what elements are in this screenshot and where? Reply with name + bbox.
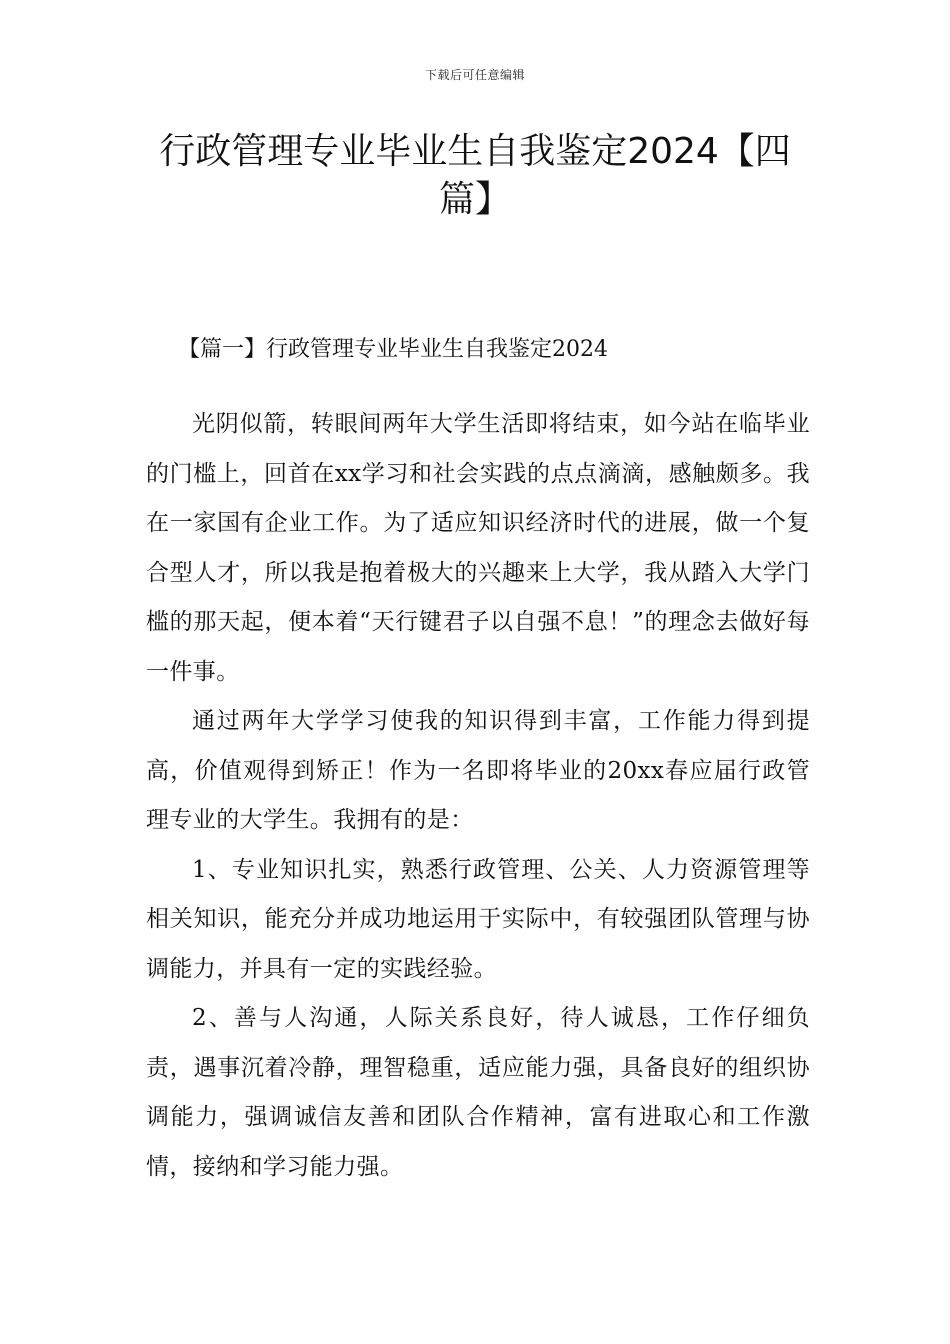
paragraph: 1、专业知识扎实，熟悉行政管理、公关、人力资源管理等相关知识，能充分并成功地运用于实际中，有较强团队管理与协调能力，并具有一定的实践经验。 (146, 856, 810, 982)
body-text (146, 400, 810, 1192)
header-note: 下载后可任意编辑 (424, 68, 525, 82)
paragraph: 通过两年大学学习使我的知识得到丰富，工作能力得到提高，价值观得到矫正！作为一名即将毕业的20xx春应届行政管理专业的大学生。我拥有的是： (146, 708, 810, 833)
section-heading: 【篇一】行政管理专业毕业生自我鉴定2024 (178, 337, 608, 362)
paragraph: 光阴似箭，转眼间两年大学生活即将结束，如今站在临毕业的门槛上，回首在xx学习和社会实践的点点滴滴，感触颇多。我在一家国有企业工作。为了适应知识经济时代的进展，做一个复合型人才，所以我是抱着极大的兴趣来上大学，我从踏入大学门槛的那天起，便本着“天行键君子以自强不息！”的理念去做好每一件事。 (146, 411, 810, 685)
paragraph: 2、善与人沟通，人际关系良好，待人诚恳，工作仔细负责，遇事沉着冷静，理智稳重，适应能力强，具备良好的组织协调能力，强调诚信友善和团队合作精神，富有进取心和工作激情，接纳和学习能力强。 (146, 1005, 810, 1180)
document-title: 行政管理专业毕业生自我鉴定2024【四篇】 (159, 131, 791, 220)
